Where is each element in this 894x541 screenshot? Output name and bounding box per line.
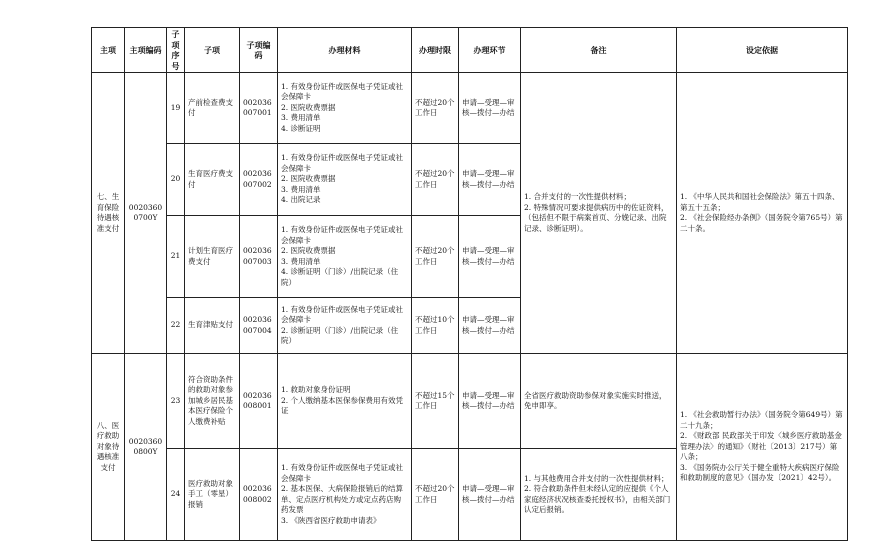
table-row [92, 73, 848, 144]
sub-item-cell: 生育医疗费支付 [185, 144, 240, 216]
remark-line: 1. 合并支付的一次性提供材料； [524, 192, 632, 201]
header-sub-code: 子项编码 [240, 28, 278, 73]
material-line: 1. 有效身份证件或医保电子凭证或社会保障卡 [281, 153, 404, 173]
header-main-code: 主项编码 [125, 28, 167, 73]
steps-cell: 申请—受理—审核—拨付—办结 [459, 73, 521, 144]
header-sub-item: 子项 [185, 28, 240, 73]
material-line: 2. 个人缴纳基本医保参保费用有效凭证 [281, 395, 404, 416]
material-line: 2. 基本医保、大病保险报销后的结算单、定点医疗机构处方或定点药店购药发票 [281, 484, 404, 514]
materials-cell [278, 298, 412, 354]
remark-cell [521, 354, 677, 449]
steps-cell: 申请—受理—审核—拨付—办结 [459, 216, 521, 298]
time-limit-cell: 不超过20个工作日 [412, 449, 459, 541]
main-code-cell: 00203600800Y [125, 354, 167, 541]
material-line: 4. 诊断证明 [281, 123, 321, 133]
steps-cell: 申请—受理—审核—拨付—办结 [459, 144, 521, 216]
sub-code-cell: 002036007004 [240, 298, 278, 354]
basis-line: 3. 《国务院办公厅关于健全重特大疾病医疗保险和救助制度的意见》（国办发〔2021〕42号）。 [680, 462, 840, 483]
main-item-cell: 八、医疗救助对象待遇核准支付 [92, 354, 125, 541]
materials-cell [278, 354, 412, 449]
header-remark: 备注 [521, 28, 677, 73]
header-time-limit: 办理时限 [412, 28, 459, 73]
material-line: 2. 医院收费票据 [281, 174, 336, 184]
header-materials: 办理材料 [278, 28, 412, 73]
basis-cell [677, 354, 848, 541]
time-limit-cell: 不超过20个工作日 [412, 216, 459, 298]
sub-code-cell: 002036008002 [240, 449, 278, 541]
seq-cell: 21 [167, 216, 185, 298]
material-line: 3. 《陕西省医疗救助申请表》 [281, 515, 381, 525]
material-line: 1. 有效身份证件或医保电子凭证或社会保障卡 [281, 225, 404, 245]
remark-cell [521, 73, 677, 354]
header-seq: 子项序号 [167, 28, 185, 73]
material-line: 3. 费用清单 [281, 256, 321, 266]
sub-item-cell: 医疗救助对象手工（零星）报销 [185, 449, 240, 541]
basis-line: 2. 《财政部 民政部关于印发〈城乡医疗救助基金管理办法〉的通知》（财社〔2013〕217号）第八条； [680, 431, 842, 462]
material-line: 1. 有效身份证件或医保电子凭证或社会保障卡 [281, 463, 404, 483]
material-line: 1. 有效身份证件或医保电子凭证或社会保障卡 [281, 81, 404, 102]
basis-line: 1. 《社会救助暂行办法》（国务院令第649号）第二十九条； [680, 410, 843, 430]
service-table [91, 27, 848, 541]
main-item-cell: 七、生育保险待遇核准支付 [92, 73, 125, 354]
remark-line: 2. 特殊情况可要求提供病历中的佐证资料，（包括但不限于病案首页、分娩记录、出院记录、诊断证明）。 [524, 202, 669, 233]
material-line: 2. 诊断证明（门诊）/出院记录（住院） [281, 325, 399, 345]
material-line: 2. 医院收费票据 [281, 102, 336, 112]
remark-line: 2. 符合救助条件但未经认定的应提供《个人家庭经济状况核查委托授权书》，由相关部门认定后报销。 [524, 484, 671, 514]
header-main-item: 主项 [92, 28, 125, 73]
seq-cell: 19 [167, 73, 185, 144]
sub-code-cell: 002036007002 [240, 144, 278, 216]
material-line: 3. 费用清单 [281, 113, 321, 123]
sub-item-cell: 生育津贴支付 [185, 298, 240, 354]
steps-cell: 申请—受理—审核—拨付—办结 [459, 449, 521, 541]
basis-line: 1. 《中华人民共和国社会保险法》第五十四条、第五十五条； [680, 192, 840, 212]
sub-code-cell: 002036007001 [240, 73, 278, 144]
seq-cell: 23 [167, 354, 185, 449]
remark-cell [521, 449, 677, 541]
time-limit-cell: 不超过15个工作日 [412, 354, 459, 449]
materials-cell [278, 73, 412, 144]
basis-cell [677, 73, 848, 354]
seq-cell: 24 [167, 449, 185, 541]
time-limit-cell: 不超过20个工作日 [412, 73, 459, 144]
basis-line: 2. 《社会保险经办条例》（国务院令第765号）第二十条。 [680, 213, 843, 233]
time-limit-cell: 不超过10个工作日 [412, 298, 459, 354]
materials-cell [278, 449, 412, 541]
material-line: 2. 医院收费票据 [281, 246, 336, 255]
header-basis: 设定依据 [677, 28, 848, 73]
header-row [92, 28, 848, 73]
sub-item-cell: 产前检查费支付 [185, 73, 240, 144]
seq-cell: 20 [167, 144, 185, 216]
time-limit-cell: 不超过20个工作日 [412, 144, 459, 216]
sub-code-cell: 002036008001 [240, 354, 278, 449]
materials-cell [278, 144, 412, 216]
materials-cell [278, 216, 412, 298]
sub-item-cell: 符合资助条件的救助对象参加城乡居民基本医疗保险个人缴费补贴 [185, 354, 240, 449]
main-code-cell: 00203600700Y [125, 73, 167, 354]
material-line: 1. 有效身份证件或医保电子凭证或社会保障卡 [281, 304, 404, 324]
remark-line: 1. 与其他费用合并支付的一次性提供材料； [524, 473, 669, 483]
sub-code-cell: 002036007003 [240, 216, 278, 298]
header-steps: 办理环节 [459, 28, 521, 73]
material-line: 3. 费用清单 [281, 184, 321, 194]
material-line: 4. 出院记录 [281, 195, 321, 205]
sub-item-cell: 计划生育医疗费支付 [185, 216, 240, 298]
table-row [92, 354, 848, 449]
steps-cell: 申请—受理—审核—拨付—办结 [459, 354, 521, 449]
steps-cell: 申请—受理—审核—拨付—办结 [459, 298, 521, 354]
material-line: 4. 诊断证明（门诊）/出院记录（住院） [281, 267, 399, 287]
remark-line: 全省医疗救助资助参保对象实施实时推送，免申即享。 [524, 390, 667, 410]
seq-cell: 22 [167, 298, 185, 354]
material-line: 1. 救助对象身份证明 [281, 385, 351, 395]
